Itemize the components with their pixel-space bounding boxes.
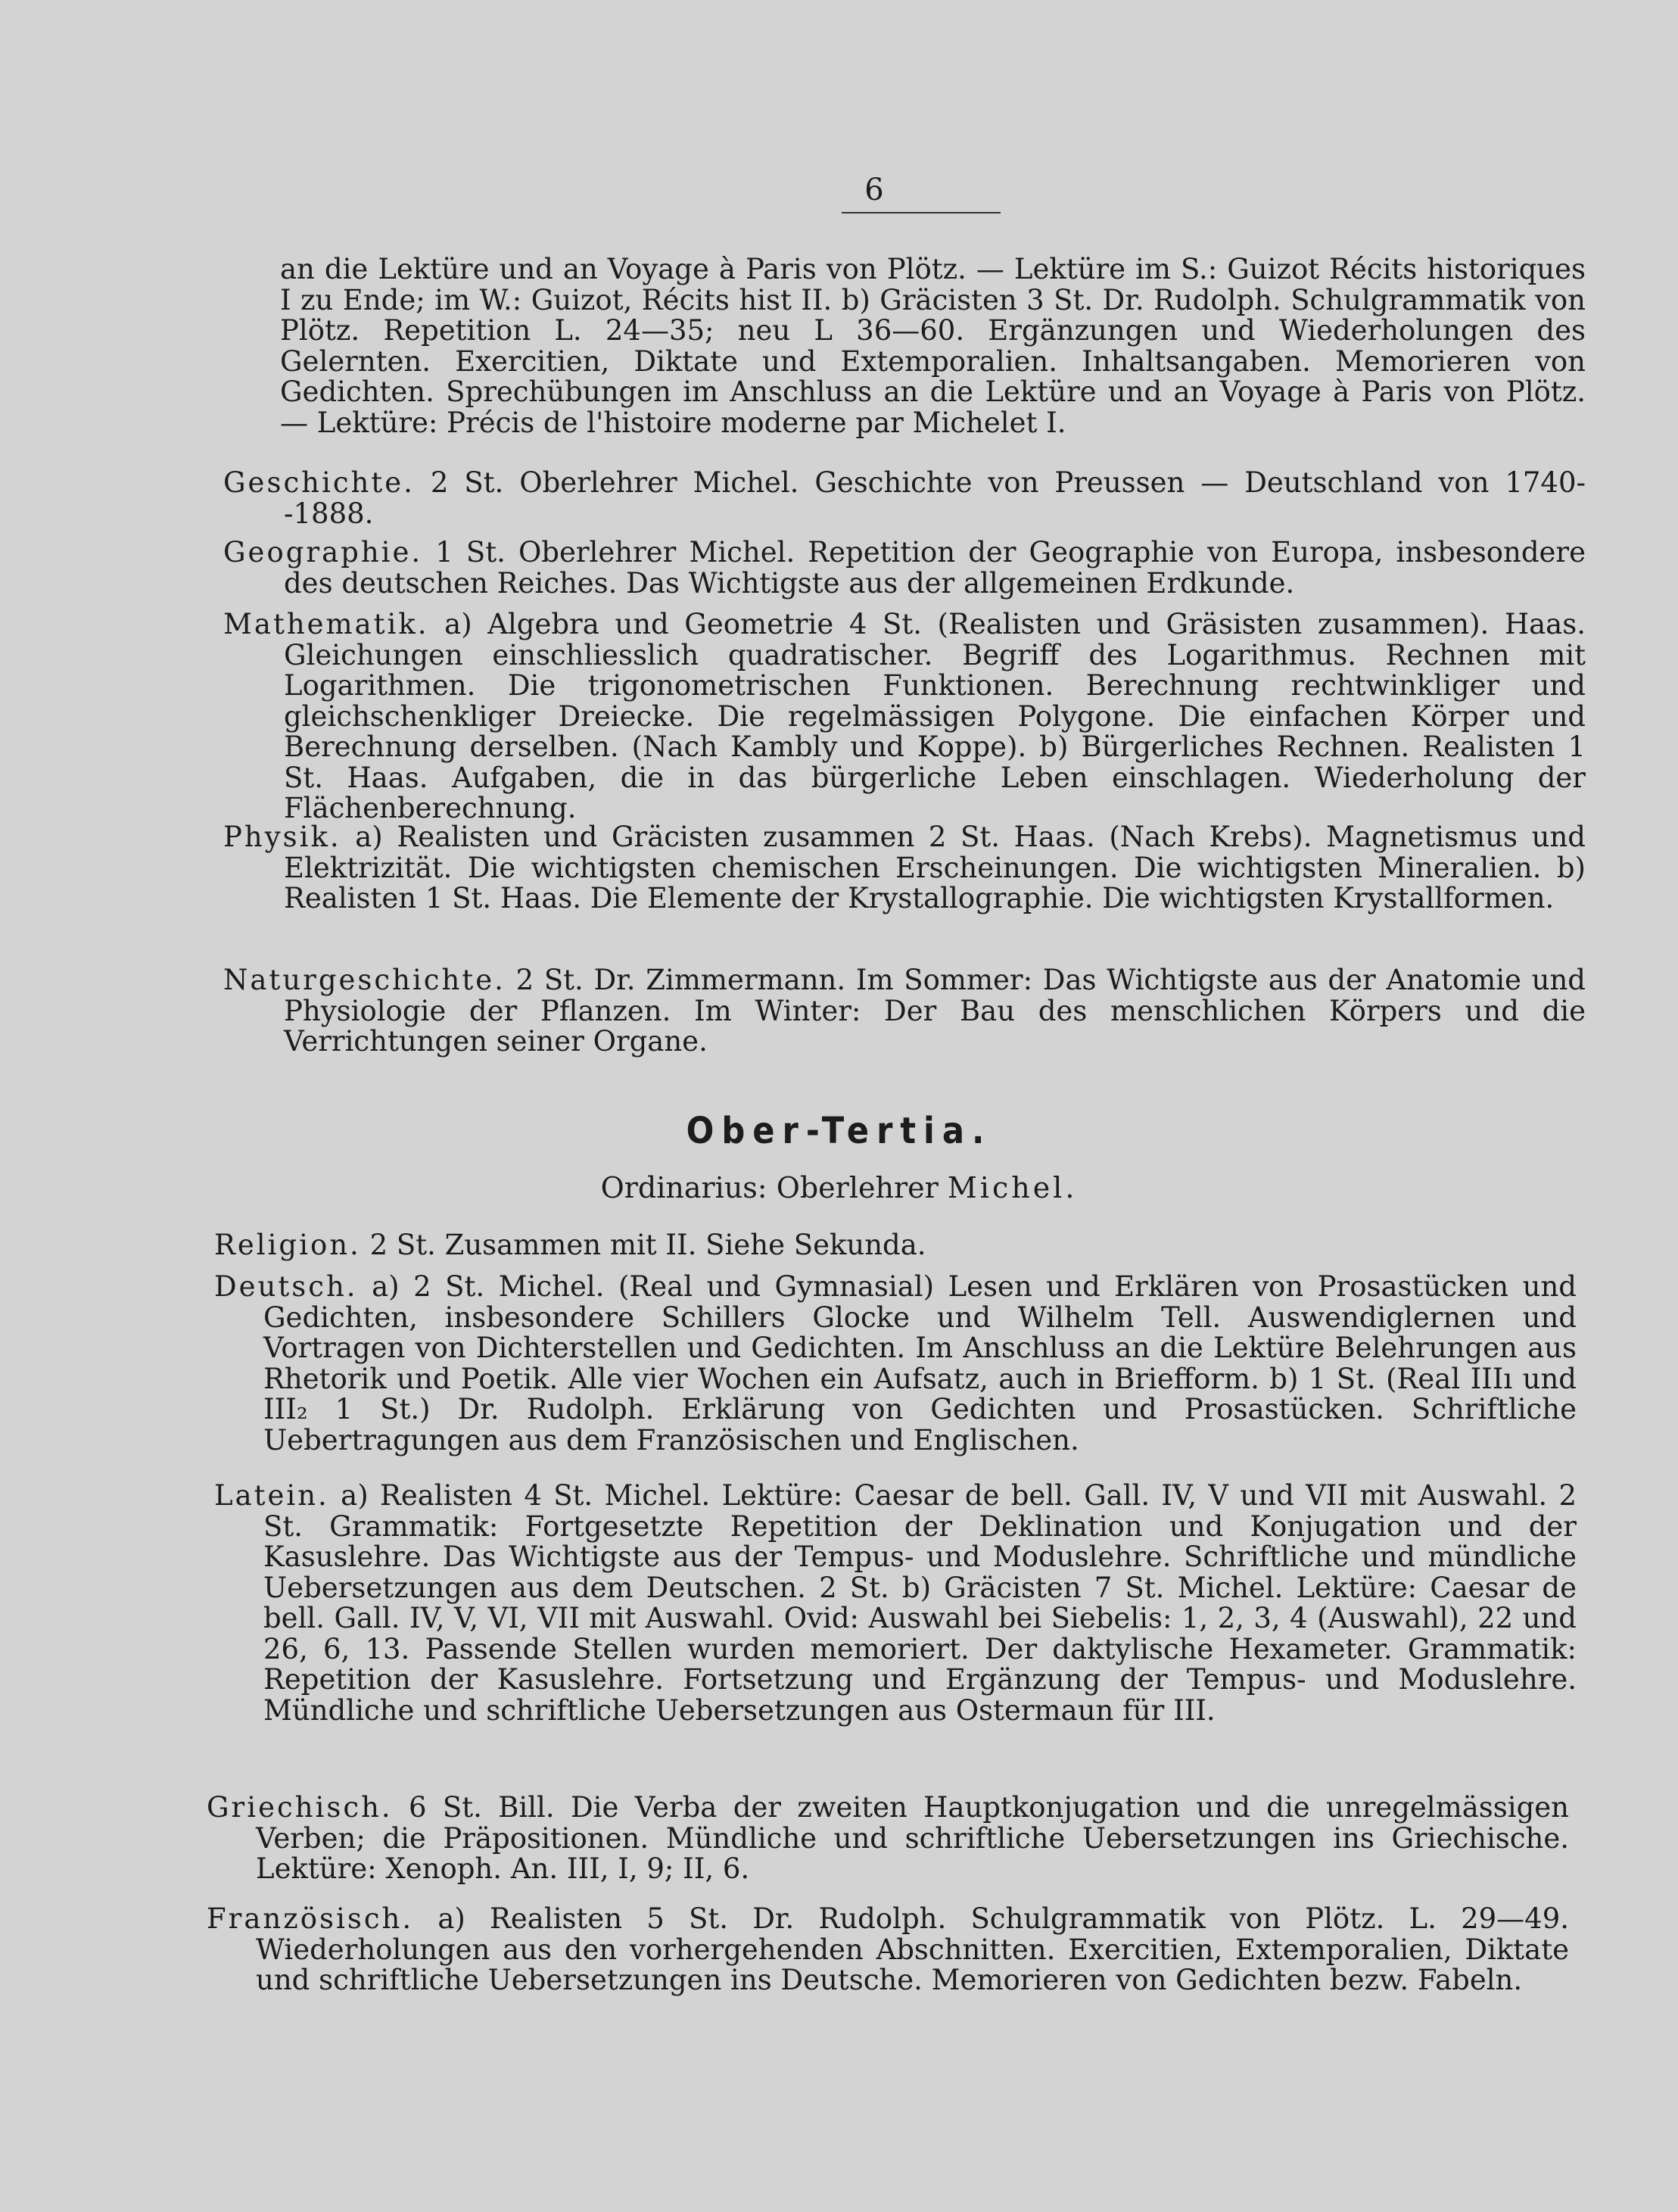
entry-physik (223, 822, 1586, 914)
ordinarius-label: Ordinarius: (600, 1171, 767, 1204)
ordinarius-text: Oberlehrer (776, 1171, 939, 1204)
subject-label: Physik. (223, 821, 341, 853)
entry-text: a) 2 St. Michel. (Real und Gymnasial) Lesen und Erklären von Prosastücken und Gedichten, insbesondere Schillers Glocke und Wilhelm Tell. Auswendiglernen und Vortragen von Dichterstellen und Gedichten. Im Anschluss an die Lektüre Belehrungen aus Rhetorik und Poetik. Alle vier Wochen ein Aufsatz, auch in Briefform. b) 1 St. (Real IIIı und III₂ 1 St.) Dr. Rudolph. Erklärung von Gedichten und Prosastücken. Schriftliche Uebertragungen aus dem Französischen und Englischen. (263, 1270, 1577, 1456)
entry-latein (214, 1481, 1577, 1726)
continuation-paragraph (223, 254, 1586, 438)
subject-label: Griechisch. (207, 1791, 393, 1824)
entry-naturgeschichte (223, 965, 1586, 1058)
page-number: 6 (864, 173, 884, 207)
entry-text: a) Realisten 4 St. Michel. Lektüre: Caesar de bell. Gall. IV, V und VII mit Auswahl. 2 St. Grammatik: Fortgesetzte Repetition der Deklination und Konjugation und der Kasuslehre. Das Wichtigste aus der Tempus- und Moduslehre. Schriftliche und mündliche Uebersetzungen aus dem Deutschen. 2 St. b) Gräcisten 7 St. Michel. Lektüre: Caesar de bell. Gall. IV, V, VI, VII mit Auswahl. Ovid: Auswahl bei Siebelis: 1, 2, 3, 4 (Auswahl), 22 und 26, 6, 13. Passende Stellen wurden memoriert. Der daktylische Hexameter. Grammatik: Repetition der Kasuslehre. Fortsetzung und Ergänzung der Tempus- und Moduslehre. Mündliche und schriftliche Uebersetzungen aus Ostermaun für III. (263, 1479, 1577, 1727)
entry-text: 2 St. Zusammen mit II. Siehe Sekunda. (369, 1229, 926, 1261)
entry-text: 2 St. Oberlehrer Michel. Geschichte von Preussen — Deutschland von 1740--1888. (284, 466, 1586, 530)
entry-religion (214, 1230, 1577, 1261)
entry-deutsch (214, 1272, 1577, 1456)
entry-text: 1 St. Oberlehrer Michel. Repetition der Geographie von Europa, insbesondere des deutschen Reiches. Das Wichtigste aus der allgemeinen Erdkunde. (284, 536, 1586, 600)
subject-label: Latein. (214, 1479, 329, 1512)
page-number-rule (842, 212, 1001, 213)
entry-franzoesisch (207, 1904, 1569, 1996)
entry-geschichte (223, 468, 1586, 529)
entry-geographie (223, 537, 1586, 599)
subject-label: Französisch. (207, 1902, 414, 1935)
ordinarius-line (0, 1171, 1678, 1204)
entry-text: 6 St. Bill. Die Verba der zweiten Hauptkonjugation und die unregelmässigen Verben; die Präpositionen. Mündliche und schriftliche Uebersetzungen ins Griechische. Lektüre: Xenoph. An. III, I, 9; II, 6. (256, 1791, 1569, 1885)
entry-text: a) Realisten 5 St. Dr. Rudolph. Schulgrammatik von Plötz. L. 29—49. Wiederholungen aus den vorhergehenden Abschnitten. Exercitien, Extemporalien, Diktate und schriftliche Uebersetzungen ins Deutsche. Memorieren von Gedichten bezw. Fabeln. (256, 1902, 1569, 1996)
subject-label: Religion. (214, 1229, 361, 1261)
entry-mathematik (223, 609, 1586, 824)
continuation-text: an die Lektüre und an Voyage à Paris von Plötz. — Lektüre im S.: Guizot Récits historiques I zu Ende; im W.: Guizot, Récits hist II. b) Gräcisten 3 St. Dr. Rudolph. Schulgrammatik von Plötz. Repetition L. 24—35; neu L 36—60. Ergänzungen und Wiederholungen des Gelernten. Exercitien, Diktate und Extemporalien. Inhaltsangaben. Memorieren von Gedichten. Sprechübungen im Anschluss an die Lektüre und an Voyage à Paris von Plötz. — Lektüre: Précis de l'histoire moderne par Michelet I. (280, 253, 1586, 439)
subject-label: Geographie. (223, 536, 423, 569)
entry-text: a) Realisten und Gräcisten zusammen 2 St. Haas. (Nach Krebs). Magnetismus und Elektrizität. Die wichtigsten chemischen Erscheinungen. Die wichtigsten Mineralien. b) Realisten 1 St. Haas. Die Elemente der Krystallographie. Die wichtigsten Krystallformen. (284, 821, 1586, 914)
subject-label: Mathematik. (223, 608, 429, 640)
subject-label: Naturgeschichte. (223, 964, 506, 996)
ordinarius-name: Michel. (947, 1171, 1078, 1204)
section-heading: Ober-Tertia. (686, 1110, 992, 1152)
subject-label: Deutsch. (214, 1270, 358, 1303)
entry-text: 2 St. Dr. Zimmermann. Im Sommer: Das Wichtigste aus der Anatomie und Physiologie der Pflanzen. Im Winter: Der Bau des menschlichen Körpers und die Verrichtungen seiner Organe. (284, 964, 1586, 1058)
entry-griechisch (207, 1793, 1569, 1885)
entry-text: a) Algebra und Geometrie 4 St. (Realisten und Gräsisten zusammen). Haas. Gleichungen einschliesslich quadratischer. Begriff des Logarithmus. Rechnen mit Logarithmen. Die trigonometrischen Funktionen. Berechnung rechtwinkliger und gleichschenkliger Dreiecke. Die regelmässigen Polygone. Die einfachen Körper und Berechnung derselben. (Nach Kambly und Koppe). b) Bürgerliches Rechnen. Realisten 1 St. Haas. Aufgaben, die in das bürgerliche Leben einschlagen. Wiederholung der Flächenberechnung. (284, 608, 1586, 824)
subject-label: Geschichte. (223, 466, 415, 499)
